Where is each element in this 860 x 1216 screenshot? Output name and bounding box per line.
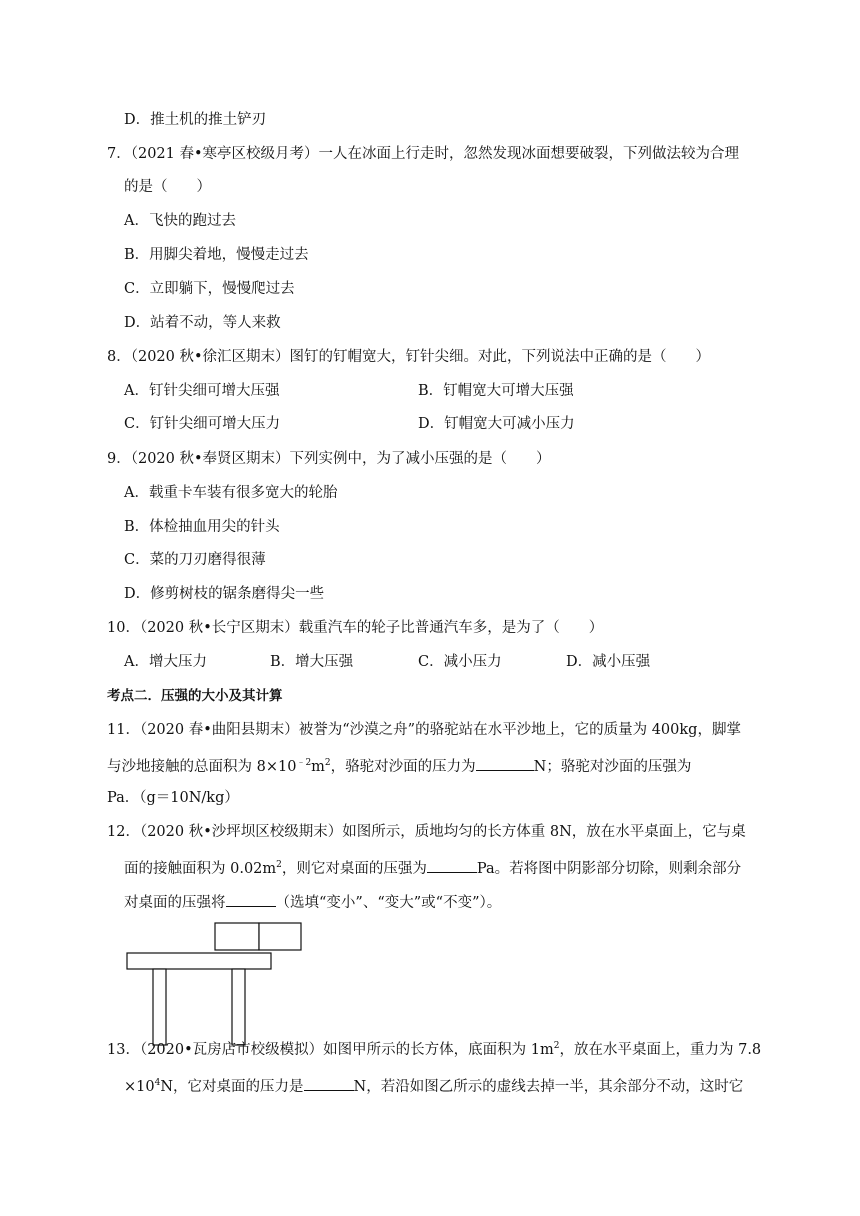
q9-option-d: D．修剪树枝的锯条磨得尖一些 [124, 586, 325, 602]
block-right-part [259, 923, 301, 950]
q8-option-c: C．钉针尖细可增大压力 [124, 416, 281, 432]
q7-option-c: C．立即躺下，慢慢爬过去 [124, 281, 295, 297]
q13-exponent-2: 4 [154, 1078, 161, 1089]
table-leg-left [153, 969, 166, 1045]
q12-line1: 12．（2020 秋•沙坪坝区校级期末）如图所示，质地均匀的长方体重 8N，放在水平桌面上，它与桌 [107, 824, 746, 840]
table-block-figure [120, 918, 310, 1048]
q11-line1: 11．（2020 春•曲阳县期末）被誉为“沙漠之舟”的骆驼站在水平沙地上，它的质量为 400kg，脚掌 [107, 722, 741, 738]
q8-option-a: A．钉针尖细可增大压强 [124, 383, 280, 399]
q11-line3: Pa．（g＝10N/kg） [107, 790, 239, 806]
q11-exponent-2: 2 [324, 758, 331, 769]
q12-line2 [124, 856, 741, 879]
table-leg-right [232, 969, 245, 1045]
q10-option-c: C．减小压力 [418, 654, 502, 670]
section-heading: 考点二．压强的大小及其计算 [107, 688, 283, 704]
q9-option-a: A．载重卡车装有很多宽大的轮胎 [124, 485, 338, 501]
q13-line2 [124, 1074, 743, 1097]
q12-line2-text-b: ，则它对桌面的压强为 [281, 861, 427, 877]
q13-exponent-1: 2 [553, 1041, 560, 1052]
q12-exponent: 2 [276, 860, 282, 871]
q11-exponent-1: ﹣2 [296, 758, 312, 769]
q7-option-d: D．站着不动，等人来救 [124, 315, 281, 331]
q10-option-b: B．增大压强 [270, 654, 354, 670]
q11-line2-text-d: N；骆驼对沙面的压强为 [533, 759, 692, 775]
q13-line1 [107, 1040, 761, 1060]
q13-line2-text-b: N，它对桌面的压力是 [160, 1079, 304, 1095]
q8-option-b: B．钉帽宽大可增大压强 [418, 383, 574, 399]
q9-option-c: C．菜的刀刃磨得很薄 [124, 552, 266, 568]
q8-stem: 8．（2020 秋•徐汇区期末）图钉的钉帽宽大，钉针尖细。对此，下列说法中正确的是（ ） [107, 349, 711, 365]
q13-blank-force[interactable] [304, 1074, 354, 1091]
q9-stem: 9．（2020 秋•奉贤区期末）下列实例中，为了减小压强的是（ ） [107, 451, 551, 467]
q11-line2-text-c: ，骆驼对沙面的压力为 [330, 759, 476, 775]
q13-line2-text-c: N，若沿如图乙所示的虚线去掉一半，其余部分不动，这时它 [353, 1079, 744, 1095]
q8-option-d: D．钉帽宽大可减小压力 [418, 416, 575, 432]
q7-stem-line2: 的是（ ） [124, 179, 211, 195]
q6-option-d: D．推土机的推土铲刃 [124, 112, 267, 128]
block-left-part [215, 923, 259, 950]
q12-blank-change[interactable] [226, 890, 276, 907]
q7-stem-line1: 7．（2021 春•寒亭区校级月考）一人在冰面上行走时，忽然发现冰面想要破裂，下列做法较为合理 [107, 146, 740, 162]
q10-option-d: D．减小压强 [566, 654, 651, 670]
q7-option-b: B．用脚尖着地，慢慢走过去 [124, 247, 309, 263]
q12-line2-text-a: 面的接触面积为 0.02m [124, 861, 277, 877]
q13-line1-text-b: ，放在水平桌面上，重力为 7.8 [559, 1042, 762, 1058]
q12-blank-pressure[interactable] [427, 856, 477, 873]
q12-line3-text-b: （选填“变小”、“变大”或“不变”）。 [275, 895, 502, 911]
q13-line2-text-a: ×10 [124, 1079, 155, 1095]
q9-option-b: B．体检抽血用尖的针头 [124, 519, 280, 535]
q12-line3 [124, 890, 501, 913]
q11-blank-force[interactable] [476, 754, 534, 771]
q12-line2-text-c: Pa。若将图中阴影部分切除，则剩余部分 [476, 861, 742, 877]
q11-line2-text-b: m [311, 759, 325, 775]
q7-option-a: A．飞快的跑过去 [124, 213, 236, 229]
table-top [127, 953, 271, 969]
q11-line2 [107, 754, 691, 777]
q10-option-a: A．增大压力 [124, 654, 207, 670]
q11-line2-text-a: 与沙地接触的总面积为 8×10 [107, 759, 297, 775]
q13-line1-text-a: 13．（2020•瓦房店市校级模拟）如图甲所示的长方体，底面积为 1m [107, 1042, 554, 1058]
q10-stem: 10．（2020 秋•长宁区期末）载重汽车的轮子比普通汽车多，是为了（ ） [107, 620, 604, 636]
q12-line3-text-a: 对桌面的压强将 [124, 895, 226, 911]
